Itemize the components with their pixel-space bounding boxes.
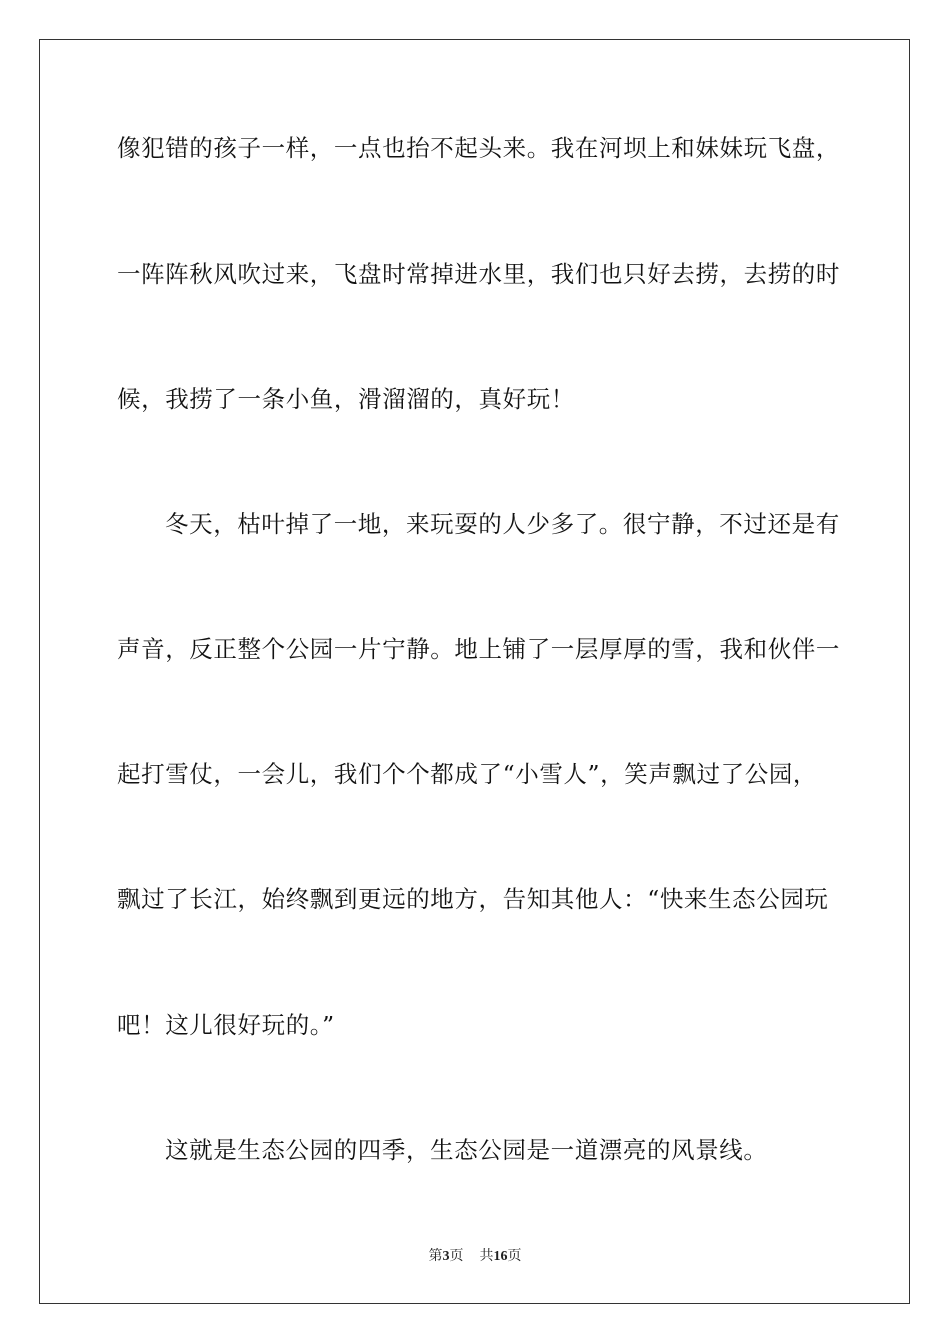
page-suffix: 页 bbox=[449, 1249, 464, 1264]
text-line-4: 冬天，枯叶掉了一地，来玩耍的人少多了。很宁静，不过还是有 bbox=[165, 510, 840, 538]
text-line-3: 候，我捞了一条小鱼，滑溜溜的，真好玩！ bbox=[117, 385, 575, 413]
page-total: 16 bbox=[493, 1249, 508, 1264]
page-footer bbox=[0, 1248, 950, 1266]
text-line-7: 飘过了长江，始终飘到更远的地方，告知其他人：“快来生态公园玩 bbox=[117, 885, 829, 913]
total-suffix: 页 bbox=[507, 1249, 522, 1264]
text-line-5: 声音，反正整个公园一片宁静。地上铺了一层厚厚的雪，我和伙伴一 bbox=[117, 635, 840, 663]
text-line-6: 起打雪仗，一会儿，我们个个都成了“小雪人”，笑声飘过了公园， bbox=[117, 760, 818, 788]
text-line-1: 像犯错的孩子一样，一点也抬不起头来。我在河坝上和妹妹玩飞盘， bbox=[117, 134, 840, 162]
total-prefix: 共 bbox=[479, 1249, 494, 1264]
page-current: 3 bbox=[442, 1249, 450, 1264]
text-line-9: 这就是生态公园的四季，生态公园是一道漂亮的风景线。 bbox=[165, 1136, 768, 1164]
page-border bbox=[39, 39, 910, 1304]
text-line-8: 吧！这儿很好玩的。” bbox=[117, 1011, 335, 1039]
page-prefix: 第 bbox=[428, 1249, 443, 1264]
text-line-2: 一阵阵秋风吹过来，飞盘时常掉进水里，我们也只好去捞，去捞的时 bbox=[117, 260, 840, 288]
